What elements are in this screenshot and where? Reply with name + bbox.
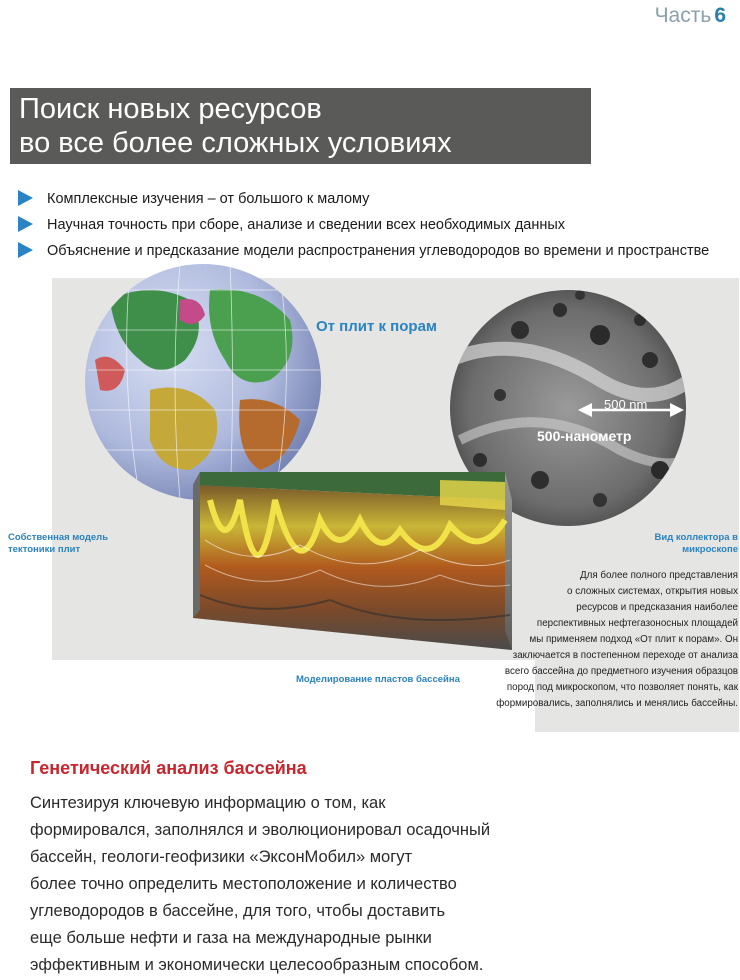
- description-line: мы применяем подход «От плит к порам». Он: [529, 634, 738, 645]
- scale-bar-label: 500 nm: [604, 397, 648, 412]
- paragraph-line: еще больше нефти и газа на международные рынки: [30, 929, 432, 947]
- bullet-text: Научная точность при сборе, анализе и сведении всех необходимых данных: [47, 217, 566, 233]
- section-title: Генетический анализ бассейна: [30, 758, 307, 778]
- description-line: формировались, заполнялись и менялись бассейны.: [496, 698, 738, 709]
- paragraph-line: формировался, заполнялся и эволюционировал осадочный: [30, 821, 491, 839]
- caption-basin-model: Моделирование пластов бассейна: [296, 674, 460, 685]
- bullet-text: Комплексные изучения – от большого к малому: [47, 191, 370, 207]
- part-number: 6: [714, 4, 726, 27]
- description-line: заключается в постепенном переходе от анализа: [512, 650, 738, 661]
- caption-microscope: Вид коллектора в микроскопе: [654, 532, 738, 555]
- figure-title: От плит к порам: [316, 318, 438, 335]
- scale-text: 500-нанометр: [537, 428, 632, 444]
- basin-block-model: [193, 472, 512, 650]
- description-line: Для более полного представления: [580, 570, 738, 581]
- paragraph-line: углеводородов в бассейне, для того, чтобы доставить: [30, 902, 446, 920]
- description-line: перспективных нефтегазоносных площадей: [536, 618, 738, 629]
- section-paragraph: [30, 790, 490, 979]
- caption-plate-model: Собственная модель тектоники плит: [8, 532, 109, 555]
- paragraph-line: бассейн, геологи-геофизики «ЭксонМобил» могут: [30, 848, 413, 866]
- title-line-2: во все более сложных условиях: [19, 127, 452, 159]
- description-line: ресурсов и предсказания наиболее: [576, 602, 738, 613]
- description-line: пород под микроскопом, что позволяет понять, как: [506, 682, 738, 693]
- title-line-1: Поиск новых ресурсов: [19, 93, 322, 125]
- figure-description: [478, 568, 738, 712]
- description-line: о сложных системах, открытия новых: [567, 586, 738, 597]
- paragraph-line: Синтезируя ключевую информацию о том, как: [30, 794, 386, 812]
- paragraph-line: эффективным и экономически целесообразным способом.: [30, 956, 484, 974]
- globe-plate-model: [85, 264, 322, 500]
- part-word: Часть: [654, 4, 712, 27]
- paragraph-line: более точно определить местоположение и количество: [30, 875, 457, 893]
- description-line: всего бассейна до предметного изучения образцов: [504, 666, 738, 677]
- bullet-text: Объяснение и предсказание модели распространения углеводородов во времени и пространстве: [47, 243, 710, 259]
